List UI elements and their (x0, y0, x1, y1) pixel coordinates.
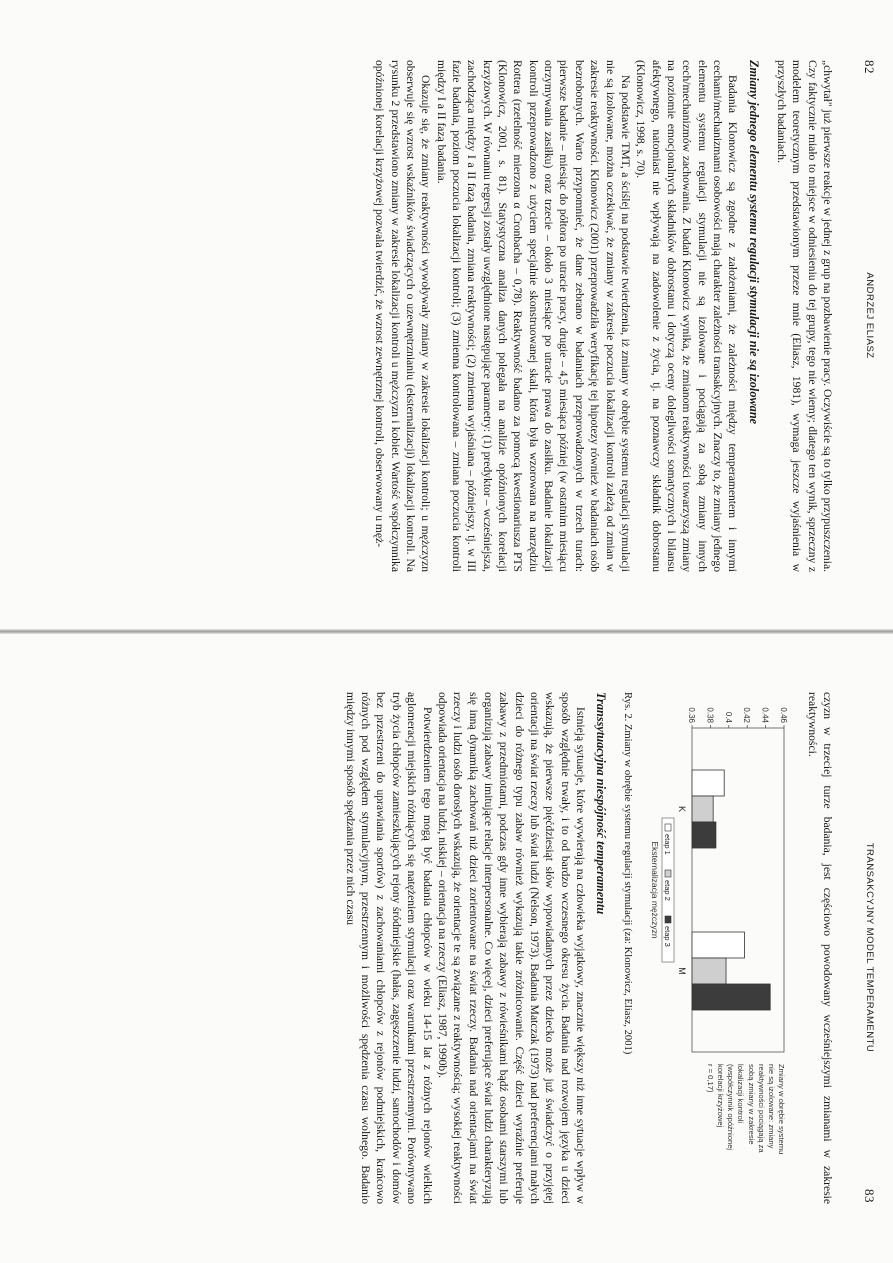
legend-swatch (665, 870, 671, 877)
right-page (0, 632, 893, 1263)
section-heading: Zmiany jednego elementu systemu regulacji stymulacji nie są izolowane (746, 60, 761, 425)
figure-caption: Rys. 2. Zmiany w obrębie systemu regulacji stymulacji (za: Klonowicz, Eliasz, 2001) (622, 692, 634, 1055)
bar-m-etap-2 (692, 958, 726, 984)
left-page-number: 82 (862, 60, 877, 74)
bar-k-etap-3 (692, 822, 716, 848)
y-tick-label: 0.38 (705, 707, 715, 723)
x-category-label: K (677, 805, 688, 813)
y-tick-label: 0.42 (742, 707, 752, 723)
bar-chart (642, 692, 792, 1062)
left-running-title: ANDRZEJ ELIASZ (864, 272, 875, 359)
right-running-title: TRANSAKCYJNY MODEL TEMPERAMENTU (864, 842, 875, 1053)
right-page-number: 83 (862, 1189, 877, 1203)
annotation-line: reaktywności pociągają za (756, 1064, 766, 1153)
y-tick-label: 0.44 (760, 707, 770, 723)
annotation-line: sobą zmiany w zakresie (746, 1064, 756, 1145)
y-tick-label: 0.46 (779, 707, 789, 723)
left-page (0, 0, 893, 631)
right-running-head (861, 692, 875, 1203)
paragraph: Istnieją sytuacje, które wywierają na człowieka wyjątkowy, znacznie większy niż inne sytuacje wpływ w sposób względnie trwały, i to od bardzo wczesnego okresu życia. Badania nad rozwojem języka u dzieci wskazują, że pierwsze pięćdziesiąt słów wypowiadanych przez dziecko może już świadczyć o przyjętej orientacji na świat rzeczy lub świat ludzi (Nelson, 1973). Badania Matczak (1973) nad preferencjami małych dzieci do różnego typu zabaw również wykazują takie zróżnicowanie. Część dzieci wyraźnie preferuje zabawy z przedmiotami, podczas gdy inne wybierają zabawy z rówieśnikami bądź osobami starszymi lub organizują zabawy imitujące relacje interpersonalne. Co więcej, dzieci preferujące świat ludzi charakteryzują się inną dynamiką zachowań niż dzieci zorientowane na świat rzeczy. Badania nad orientacjami na świat rzeczy i ludzi osób dorosłych wskazują, że orientacje te są związane z reaktywnością; wysokiej reaktywności odpowiada orientacja na ludzi, niskiej – orientacja na rzeczy (Eliasz, 1987, 1990b). (435, 692, 587, 1204)
y-tick-label: 0.4 (724, 711, 734, 723)
x-axis-title: Eksternalizacja mężczyzn (650, 841, 661, 939)
bar-m-etap-3 (692, 984, 770, 1010)
figure-annotation (705, 1064, 787, 1184)
annotation-line: korelacji krzyżowej (716, 1064, 726, 1128)
paragraph: Badania Klonowicz są zgodne z założeniami, że zależności między temperamentem i innymi cechami/mechanizmami osobowości mają charakter zależności transakcyjnych. Znaczy to, że zmiany jednego elementu systemu regulacji stymulacji nie są izolowane i pociągają za sobą zmiany innych cech/mechanizmów zachowania. Z badań Klonowicz wynika, że zmianom reaktywności towarzyszą zmiany na poziomie emocjonalnych składników dobrostanu i dotyczą oceny dolegliwości somatycznych i bilansu afektywnego, natomiast nie wpływają na zadowolenie z życia, tj. na poznawczy składnik dobrostanu (Klonowicz, 1998, s. 70). (634, 60, 740, 572)
bar-k-etap-2 (692, 796, 713, 822)
legend-label: etap 1 (663, 834, 673, 855)
paragraph: czyzn w trzeciej turze badania, jest częściowo powodowany wcześniejszymi zmianami w zakresie reaktywności. (805, 692, 834, 1204)
y-tick-label: 0.36 (687, 707, 697, 723)
legend-swatch (665, 916, 671, 923)
legend-label: etap 3 (663, 926, 673, 947)
right-text-column (342, 692, 835, 1204)
paragraph: Okazuje się, że zmiany reaktywności wywoływały zmiany w zakresie lokalizacji kontroli; u mężczyzn obserwuje się wzrost wskaźników świadczących o uzewnętrznianiu (eksternalizacji) lokalizacji kontroli. Na rysunku 2 przedstawiono zmiany w zakresie lokalizacji kontroli u mężczyzn i kobiet. Wartość współczynnika opóźnionej korelacji krzyżowej pozwala twierdzić, że wzrost zewnętrznej kontroli, obserwowany u męż- (373, 60, 433, 572)
figure-2 (642, 692, 792, 1204)
section-heading: Transsytuacyjna niespójność temperamentu (594, 692, 609, 915)
annotation-line: (współczynnik opóźnionej (726, 1064, 736, 1151)
left-running-head (861, 60, 875, 571)
bar-m-etap-1 (692, 932, 744, 958)
paragraph: Na podstawie TMT, a ściślej na podstawie twierdzenia, iż zmiany w obrębie systemu regulacji stymulacji nie są izolowane, można oczekiwać, że zmiany w zakresie poczucia lokalizacji kontroli zależą od zmian w zakresie reaktywności. Klonowicz (2001) przeprowadziła weryfikację tej hipotezy również w badaniach osób bezrobotnych. Warto przypomnieć, że dane zebrano w badaniach przeprowadzonych w trzech turach: pierwsze badanie – miesiąc do półtora po utracie pracy, drugie – 4,5 miesiąca później (w ostatnim miesiącu otrzymywania zasiłku) oraz trzecie – około 3 miesiące po utracie prawa do zasiłku. Badanie lokalizacji kontroli przeprowadzono z użyciem specjalnie skonstruowanej skali, która była wzorowana na narzędziu Rottera (rzetelność mierzona α Cronbacha – 0,78). Reaktywność badano za pomocą kwestionariusza PTS (Klonowicz, 2001, s. 81). Statystyczna analiza danych polegała na analizie opóźnionych korelacji krzyżowych. W równaniu regresji zostały uwzględnione następujące parametry: (1) predyktor – wcześniejsza, zachodząca między I a II fazą badania, zmiana reaktywności; (2) zmienna wyjaśniana – późniejszy, tj. w III fazie badania, poziom poczucia lokalizacji kontroli; (3) zmienna kontrolowana – zmiana poczucia kontroli między I a II fazą badania. (434, 60, 632, 572)
annotation-line: r = 0,17) (705, 1064, 715, 1093)
annotation-line: nie są izolowane: zmiany (767, 1064, 777, 1149)
paragraph: Potwierdzeniem tego mogą być badania chłopców w wieku 14-15 lat z różnych rejonów wielkich aglomeracji miejskich różniących się natężeniem stymulacji oraz warunkami przestrzennymi. Porównywano tryb życia chłopców zamieszkujących rejony śródmiejskie (hałas, zagęszczenie ludzi, samochodów i domów bez przestrzeni do uprawiania sportów) z zachowaniami chłopców z rejonów podmiejskich, krańcowo różnych pod względem stymulacyjnym, przestrzennym i możliwości spędzenia czasu wolnego. Badanio między innymi sposób spędzania przez nich czasu (343, 692, 434, 1204)
annotation-line: lokalizacji kontroli (736, 1064, 746, 1124)
left-text-column (372, 60, 835, 572)
legend-label: etap 2 (663, 880, 673, 901)
bar-k-etap-1 (692, 770, 724, 796)
x-category-label: M (677, 967, 688, 975)
legend-swatch (665, 824, 671, 831)
paragraph: „chwytał" już pierwsze reakcje w jednej z grup na pozbawienie pracy. Oczywiście są to tylko przypuszczenia. Czy faktycznie miało to miejsce w odniesieniu do tej grupy, tego nie wiemy; dlatego ten wynik, sprzeczny z modelem teoretycznym przedstawionym przeze mnie (Eliasz, 1981), wymaga jeszcze wyjaśnienia w przyszłych badaniach. (774, 60, 834, 572)
annotation-line: Zmiany w obrębie systemu (777, 1064, 787, 1155)
